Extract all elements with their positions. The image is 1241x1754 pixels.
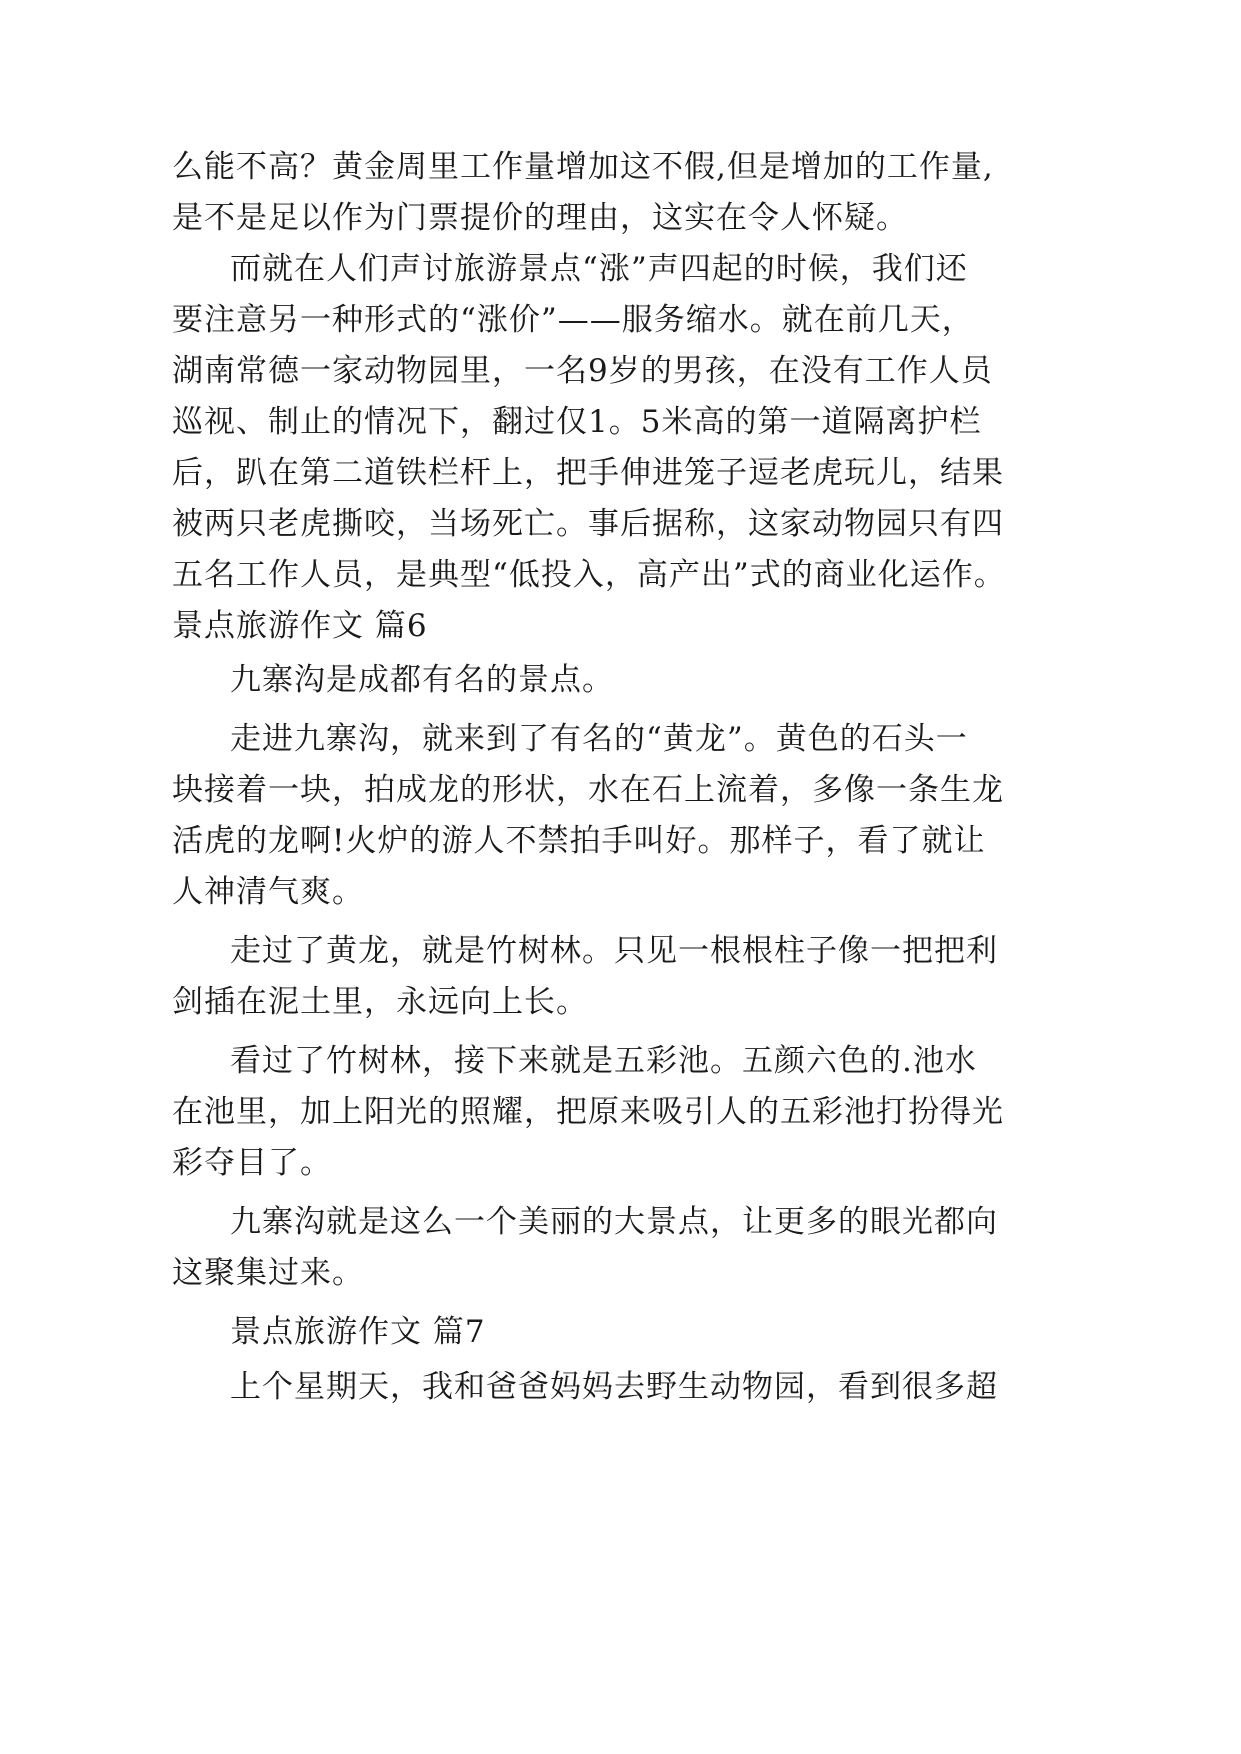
text-line-17: 剑插在泥土里，永远向上长。 bbox=[172, 984, 588, 1020]
text-line-13: 块接着一块，拍成龙的形状，水在石上流着，多像一条生龙 bbox=[172, 772, 1004, 808]
text-line-4: 要注意另一种形式的“涨价”——服务缩水。就在前几天， bbox=[172, 302, 974, 338]
text-line-1: 么能不高？黄金周里工作量增加这不假,但是增加的工作量, bbox=[172, 149, 994, 185]
section-heading-7: 景点旅游作文 篇7 bbox=[230, 1314, 486, 1350]
paragraph-start-line: 走进九寨沟，就来到了有名的“黄龙”。黄色的石头一 bbox=[230, 721, 968, 757]
text-line-7: 后，趴在第二道铁栏杆上，把手伸进笼子逗老虎玩儿，结果 bbox=[172, 455, 1004, 491]
text-line-6: 巡视、制止的情况下，翻过仅1。5米高的第一道隔离护栏 bbox=[172, 404, 982, 440]
text-line-15: 人神清气爽。 bbox=[172, 874, 364, 910]
text-line-22: 这聚集过来。 bbox=[172, 1255, 364, 1291]
text-line-5: 湖南常德一家动物园里，一名9岁的男孩，在没有工作人员 bbox=[172, 353, 993, 389]
text-line-14: 活虎的龙啊!火炉的游人不禁拍手叫好。那样子，看了就让 bbox=[172, 823, 986, 859]
paragraph-start-line: 而就在人们声讨旅游景点“涨”声四起的时候，我们还 bbox=[230, 251, 968, 287]
text-line-20: 彩夺目了。 bbox=[172, 1145, 332, 1181]
paragraph-start-line: 九寨沟是成都有名的景点。 bbox=[230, 662, 614, 698]
section-heading-6: 景点旅游作文 篇6 bbox=[172, 608, 428, 644]
paragraph-start-line: 看过了竹树林，接下来就是五彩池。五颜六色的.池水 bbox=[230, 1043, 977, 1079]
text-line-2: 是不是足以作为门票提价的理由，这实在令人怀疑。 bbox=[172, 200, 908, 236]
paragraph-start-line: 九寨沟就是这么一个美丽的大景点，让更多的眼光都向 bbox=[230, 1204, 998, 1240]
paragraph-start-line: 走过了黄龙，就是竹树林。只见一根根柱子像一把把利 bbox=[230, 933, 998, 969]
text-line-9: 五名工作人员，是典型“低投入，高产出”式的商业化运作。 bbox=[172, 557, 1006, 593]
text-line-19: 在池里，加上阳光的照耀，把原来吸引人的五彩池打扮得光 bbox=[172, 1094, 1004, 1130]
text-line-8: 被两只老虎撕咬，当场死亡。事后据称，这家动物园只有四 bbox=[172, 506, 1004, 542]
paragraph-start-line: 上个星期天，我和爸爸妈妈去野生动物园，看到很多超 bbox=[230, 1369, 998, 1405]
